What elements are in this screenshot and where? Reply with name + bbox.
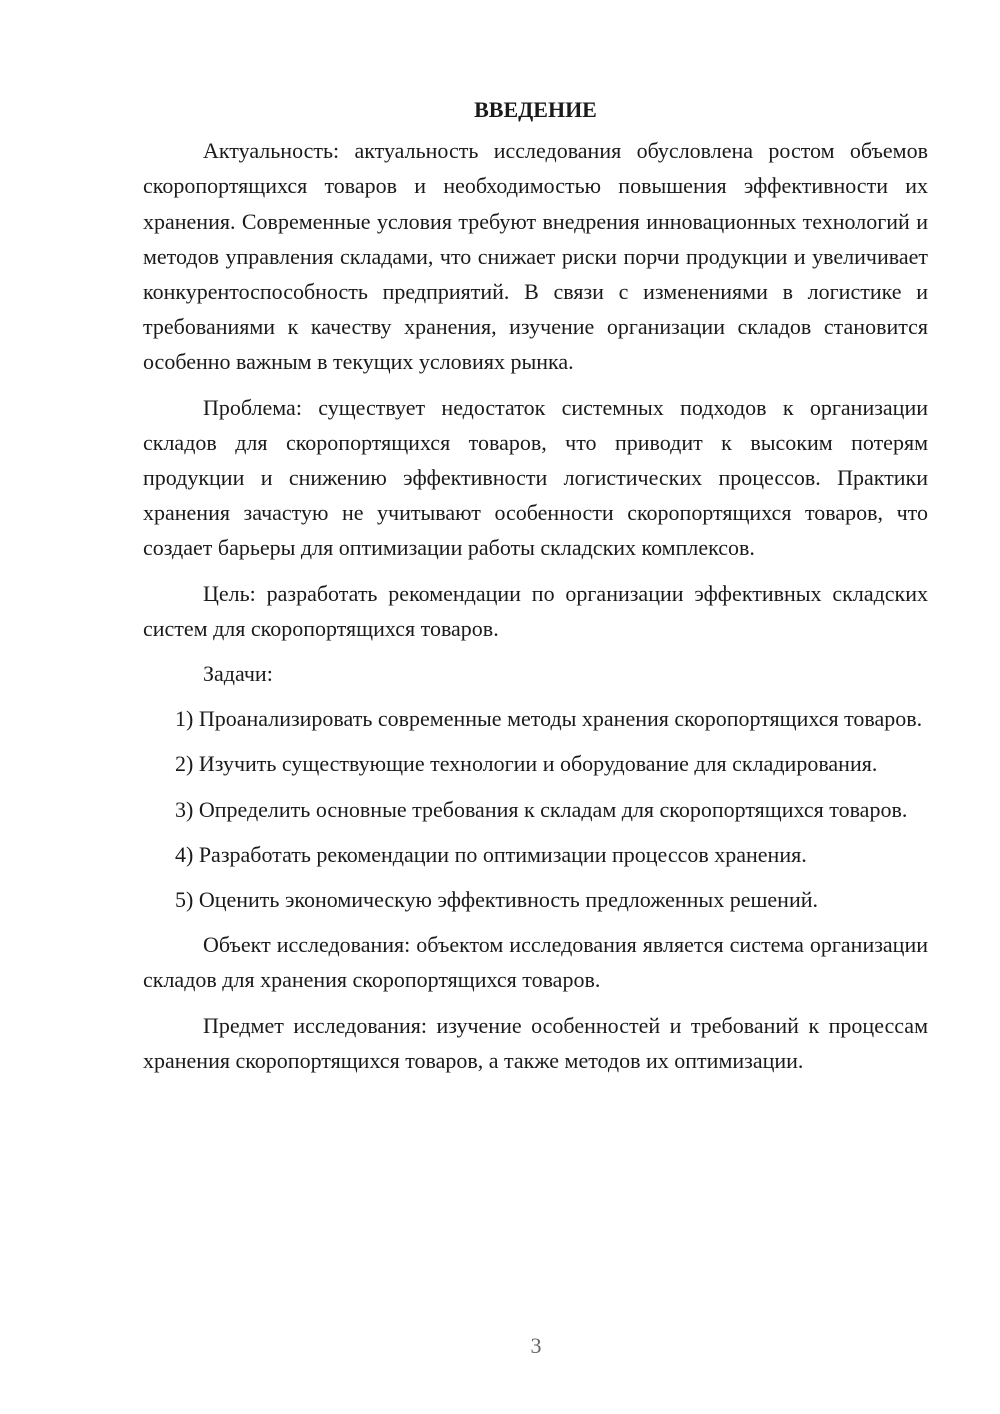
paragraph-subject: Предмет исследования: изучение особенностей и требований к процессам хранения скоропортящихся товаров, а также методов их оптимизации. bbox=[143, 1012, 928, 1073]
task-item-4: 4) Разработать рекомендации по оптимизации процессов хранения. bbox=[175, 841, 807, 867]
section-heading: ВВЕДЕНИЕ bbox=[474, 97, 597, 122]
paragraph-object: Объект исследования: объектом исследования является система организации складов для хранения скоропортящихся товаров. bbox=[143, 932, 928, 993]
tasks-label: Задачи: bbox=[203, 661, 273, 687]
task-item-3: 3) Определить основные требования к складам для скоропортящихся товаров. bbox=[175, 796, 908, 822]
paragraph-relevance: Актуальность: актуальность исследования обусловлена ростом объемов скоропортящихся товаров и необходимостью повышения эффективности их хранения. Современные условия требуют внедрения инновационных технологий и методов управления складами, что снижает риски порчи продукции и увеличивает конкурентоспособность предприятий. В связи с изменениями в логистике и требованиями к качеству хранения, изучение организации складов становится особенно важным в текущих условиях рынка. bbox=[143, 138, 928, 375]
task-item-5: 5) Оценить экономическую эффективность предложенных решений. bbox=[175, 887, 818, 913]
page-content bbox=[143, 92, 928, 1088]
paragraph-goal: Цель: разработать рекомендации по организации эффективных складских систем для скоропортящихся товаров. bbox=[143, 580, 928, 641]
task-item-1: 1) Проанализировать современные методы хранения скоропортящихся товаров. bbox=[175, 706, 923, 732]
paragraph-problem: Проблема: существует недостаток системных подходов к организации складов для скоропортящихся товаров, что приводит к высоким потерям продукции и снижению эффективности логистических процессов. Практики хранения зачастую не учитывают особенности скоропортящихся товаров, что создает барьеры для оптимизации работы складских комплексов. bbox=[143, 394, 928, 561]
task-item-2: 2) Изучить существующие технологии и оборудование для складирования. bbox=[175, 751, 878, 777]
page-number: 3 bbox=[530, 1333, 542, 1358]
